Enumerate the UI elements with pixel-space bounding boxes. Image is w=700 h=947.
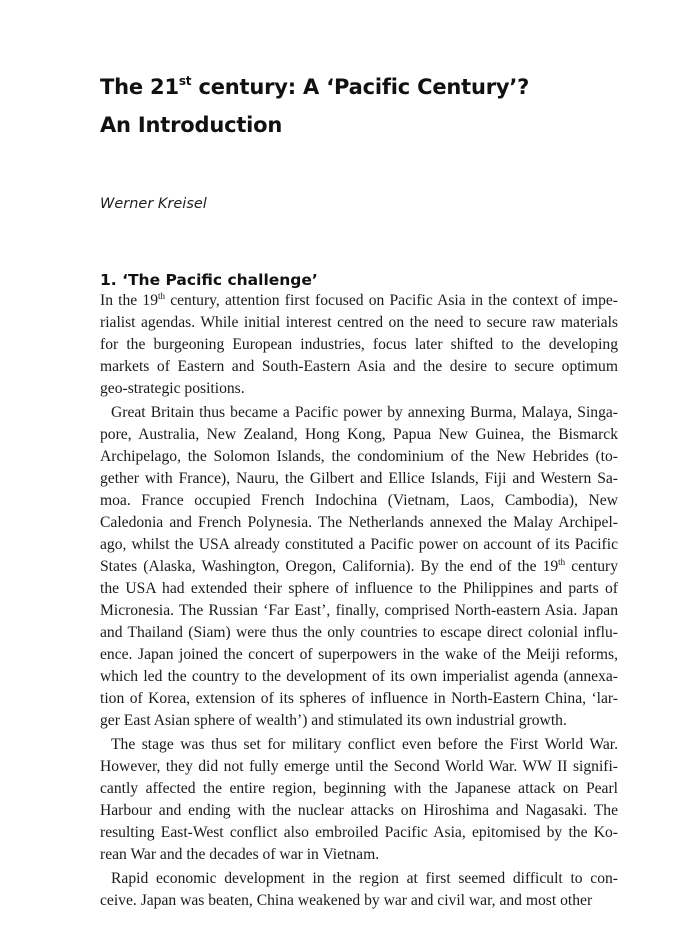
paragraph <box>100 868 618 912</box>
text-line: The stage was thus set for military conflict even before the First World War. <box>111 736 618 753</box>
title-line-2: An Introduction <box>100 113 283 137</box>
text-line: rean War and the decades of war in Vietnam. <box>100 846 380 863</box>
paragraph <box>100 734 618 866</box>
text-line: gether with France), Nauru, the Gilbert and Ellice Islands, Fiji and Western Sa- <box>100 470 618 487</box>
text-line: Micronesia. The Russian ‘Far East’, finally, comprised North-eastern Asia. Japan <box>100 602 618 619</box>
author-name: Werner Kreisel <box>100 196 207 212</box>
text-line: and Thailand (Siam) were thus the only countries to escape direct colonial influ- <box>100 624 618 641</box>
text-line: Harbour and ending with the nuclear attacks on Hiroshima and Nagasaki. The <box>100 802 618 819</box>
ordinal-superscript: th <box>558 557 566 567</box>
text-line: pore, Australia, New Zealand, Hong Kong, Papua New Guinea, the Bismarck <box>100 426 618 443</box>
text-line: the USA had extended their sphere of influence to the Philippines and parts of <box>100 580 618 597</box>
text-line: tion of Korea, extension of its spheres of influence in North-Eastern China, ‘lar- <box>100 690 618 707</box>
text-line: geo-strategic positions. <box>100 380 245 397</box>
text-line: ago, whilst the USA already constituted a Pacific power on account of its Pacific <box>100 536 618 553</box>
text-line: markets of Eastern and South-Eastern Asia and the desire to secure optimum <box>100 358 618 375</box>
title-line-1: The 21st century: A ‘Pacific Century’? <box>100 74 530 99</box>
text-line: In the 19th century, attention first focused on Pacific Asia in the context of impe- <box>100 291 618 309</box>
section-heading: 1. ‘The Pacific challenge’ <box>100 271 318 289</box>
ordinal-superscript: th <box>158 291 166 301</box>
text-line: resulting East-West conflict also embroiled Pacific Asia, epitomised by the Ko- <box>100 824 618 841</box>
text-line: ceive. Japan was beaten, China weakened by war and civil war, and most other <box>100 892 593 909</box>
text-line: rialist agendas. While initial interest centred on the need to secure raw materials <box>100 314 618 331</box>
title-superscript: st <box>178 74 192 88</box>
text-line: Great Britain thus became a Pacific power by annexing Burma, Malaya, Singa- <box>111 404 618 421</box>
text-line: Archipelago, the Solomon Islands, the condominium of the New Hebrides (to- <box>100 448 618 465</box>
text-line: moa. France occupied French Indochina (Vietnam, Laos, Cambodia), New <box>100 492 618 509</box>
paragraph <box>100 290 618 400</box>
text-line: ence. Japan joined the concert of superpowers in the wake of the Meiji reforms, <box>100 646 618 663</box>
text-line: Caledonia and French Polynesia. The Netherlands annexed the Malay Archipel- <box>100 514 618 531</box>
text-line: for the burgeoning European industries, focus later shifted to the developing <box>100 336 618 353</box>
text-line: States (Alaska, Washington, Oregon, California). By the end of the 19th century <box>100 557 618 575</box>
page-title <box>100 68 640 144</box>
body-text <box>100 290 618 912</box>
paragraph <box>100 402 618 732</box>
text-line: which led the country to the development of its own imperialist agenda (annexa- <box>100 668 618 685</box>
text-line: Rapid economic development in the region at first seemed difficult to con- <box>111 870 618 887</box>
text-line: ger East Asian sphere of wealth’) and stimulated its own industrial growth. <box>100 712 567 729</box>
text-line: However, they did not fully emerge until the Second World War. WW II signifi- <box>100 758 618 775</box>
text-line: cantly affected the entire region, beginning with the Japanese attack on Pearl <box>100 780 618 797</box>
